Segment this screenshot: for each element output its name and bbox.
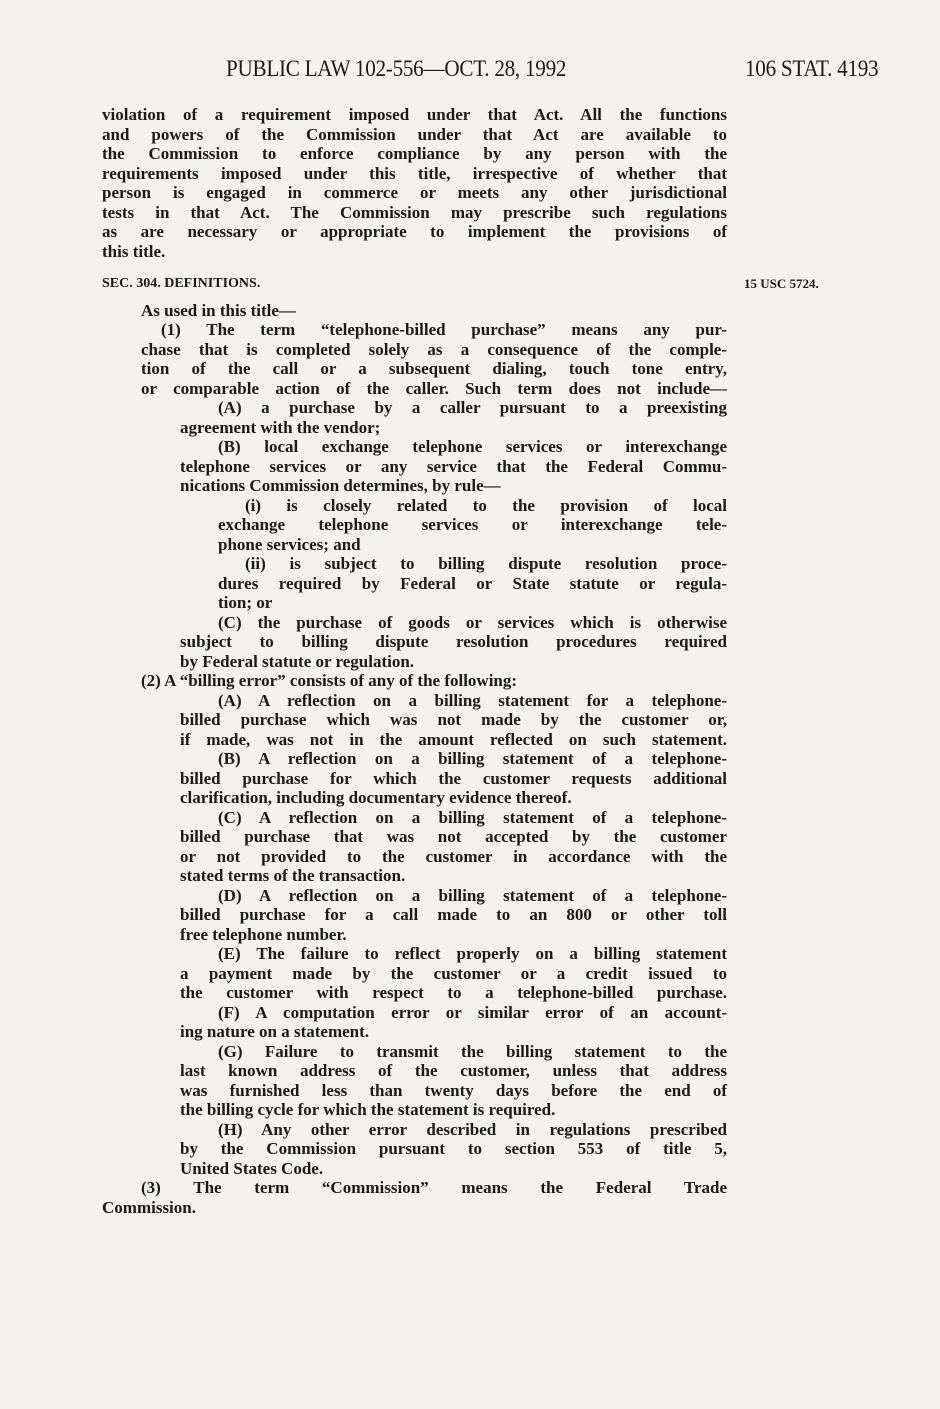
- text-line: and powers of the Commission under that Act are available to: [102, 124, 727, 144]
- text-line: chase that is completed solely as a consequence of the comple-: [141, 339, 727, 359]
- text-line: (ii) is subject to billing dispute resolution proce-: [245, 554, 727, 573]
- text-line: nications Commission determines, by rule—: [180, 476, 501, 495]
- text-line: dures required by Federal or State statute or regula-: [218, 573, 727, 593]
- text-line: ing nature on a statement.: [180, 1022, 370, 1041]
- text-line: (D) A reflection on a billing statement of a telephone-: [218, 885, 727, 905]
- text-line: by the Commission pursuant to section 553 of title 5,: [180, 1139, 727, 1158]
- text-line: or comparable action of the caller. Such term does not include—: [141, 378, 727, 398]
- text-line: tion; or: [218, 593, 273, 612]
- text-line: violation of a requirement imposed under that Act. All the functions: [102, 105, 727, 124]
- text-line: (B) A reflection on a billing statement of a telephone-: [218, 749, 727, 768]
- text-line: (A) a purchase by a caller pursuant to a preexisting: [218, 398, 727, 417]
- text-line: tests in that Act. The Commission may prescribe such regulations: [102, 202, 727, 222]
- text-line: or not provided to the customer in accordance with the: [180, 846, 727, 866]
- margin-citation: 15 USC 5724.: [744, 276, 819, 291]
- text-line: last known address of the customer, unless that address: [180, 1061, 727, 1080]
- text-line: a payment made by the customer or a credit issued to: [180, 963, 727, 983]
- text-line: this title.: [102, 241, 166, 261]
- text-line: As used in this title—: [141, 301, 296, 320]
- text-line: (i) is closely related to the provision of local: [245, 495, 727, 515]
- text-line: (A) A reflection on a billing statement for a telephone-: [218, 690, 727, 710]
- text-line: (1) The term “telephone-billed purchase” means any pur-: [161, 320, 727, 339]
- text-line: (H) Any other error described in regulations prescribed: [218, 1119, 727, 1139]
- text-line: (2) A “billing error” consists of any of the following:: [141, 671, 518, 690]
- running-header-title: PUBLIC LAW 102-556—OCT. 28, 1992: [226, 56, 567, 81]
- text-line: free telephone number.: [180, 924, 347, 944]
- text-line: telephone services or any service that the Federal Commu-: [180, 456, 727, 476]
- text-line: the billing cycle for which the statement is required.: [180, 1100, 556, 1119]
- text-line: (B) local exchange telephone services or interexchange: [218, 437, 727, 456]
- text-line: person is engaged in commerce or meets any other jurisdictional: [102, 183, 727, 202]
- text-line: subject to billing dispute resolution procedures required: [180, 632, 727, 651]
- text-line: (3) The term “Commission” means the Federal Trade: [141, 1178, 727, 1197]
- text-line: requirements imposed under this title, irrespective of whether that: [102, 163, 727, 183]
- text-line: exchange telephone services or interexchange tele-: [218, 515, 727, 534]
- text-line: tion of the call or a subsequent dialing, touch tone entry,: [141, 359, 727, 378]
- text-line: phone services; and: [218, 534, 361, 554]
- section-heading: SEC. 304. DEFINITIONS.: [102, 276, 261, 291]
- text-line: billed purchase for which the customer requests additional: [180, 768, 727, 788]
- text-line: the customer with respect to a telephone-billed purchase.: [180, 983, 727, 1002]
- text-line: billed purchase for a call made to an 800 or other toll: [180, 905, 727, 924]
- text-line: (G) Failure to transmit the billing statement to the: [218, 1041, 727, 1061]
- text-line: the Commission to enforce compliance by any person with the: [102, 144, 727, 163]
- text-line: (C) the purchase of goods or services which is otherwise: [218, 612, 727, 632]
- text-line: stated terms of the transaction.: [180, 866, 406, 885]
- text-line: if made, was not in the amount reflected on such statement.: [180, 729, 727, 749]
- text-line: United States Code.: [180, 1158, 324, 1178]
- text-line: (C) A reflection on a billing statement of a telephone-: [218, 807, 727, 827]
- text-line: as are necessary or appropriate to implement the provisions of: [102, 222, 727, 241]
- text-line: (F) A computation error or similar error of an account-: [218, 1002, 727, 1022]
- text-line: by Federal statute or regulation.: [180, 651, 415, 671]
- text-line: (E) The failure to reflect properly on a billing statement: [218, 944, 727, 963]
- text-line: agreement with the vendor;: [180, 417, 381, 437]
- text-line: Commission.: [102, 1197, 196, 1217]
- statutes-page-number: 106 STAT. 4193: [745, 56, 879, 81]
- text-line: billed purchase which was not made by the customer or,: [180, 710, 727, 729]
- text-line: was furnished less than twenty days before the end of: [180, 1080, 727, 1100]
- text-line: billed purchase that was not accepted by the customer: [180, 827, 727, 846]
- text-line: clarification, including documentary evidence thereof.: [180, 788, 572, 807]
